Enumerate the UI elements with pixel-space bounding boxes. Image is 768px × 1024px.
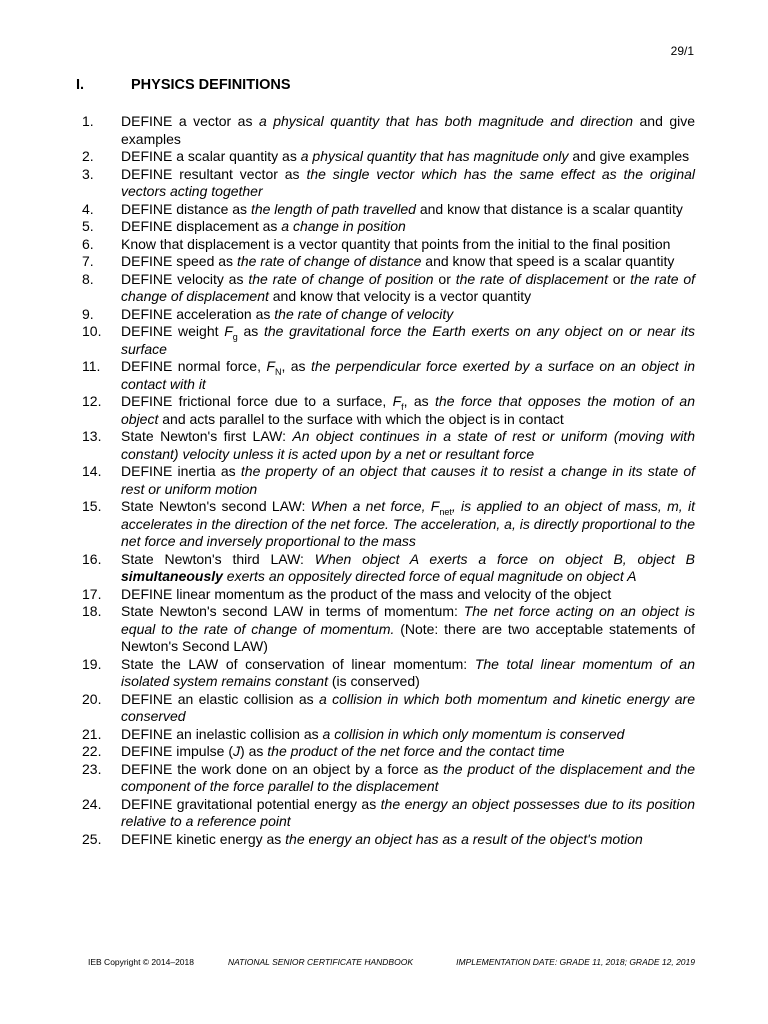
definition-number: 16. — [82, 550, 102, 567]
definition-text-segment: the energy an object possesses due to its position relative to a reference point — [121, 795, 695, 829]
definition-number: 25. — [82, 830, 102, 847]
definition-text — [121, 428, 695, 463]
definition-text — [121, 166, 695, 201]
definition-text — [121, 218, 695, 236]
definition-item — [82, 253, 695, 271]
definition-item — [82, 166, 695, 201]
definition-text-segment: the product of the net force and the contact time — [267, 743, 565, 759]
definition-number: 22. — [82, 743, 102, 759]
definition-text-segment: the product of the displacement and the component of the force parallel to the displacement — [121, 760, 695, 794]
definition-text-segment: State Newton's second LAW: — [121, 498, 311, 514]
definition-text — [121, 393, 695, 428]
definition-text — [121, 603, 695, 656]
definition-item — [82, 236, 695, 254]
footer-implementation-date: IMPLEMENTATION DATE: GRADE 11, 2018; GRADE 12, 2019 — [456, 957, 695, 967]
definition-text-segment: N — [274, 366, 282, 377]
definition-text-segment: ) as — [240, 743, 268, 759]
definition-text-segment: the rate of displacement — [455, 270, 608, 287]
definition-text-segment: DEFINE a vector as — [121, 113, 259, 129]
definition-number: 12. — [82, 393, 102, 409]
footer-copyright: IEB Copyright © 2014–2018 — [88, 957, 194, 967]
definition-text — [121, 796, 695, 831]
definition-text-segment: the property of an object that causes it to resist a change in its state of rest or uniform motion — [121, 463, 695, 497]
definition-text-segment: F — [224, 323, 233, 339]
definition-text-segment: and give examples — [568, 148, 690, 164]
definition-text-segment: DEFINE an inelastic collision as — [121, 725, 323, 742]
definition-text-segment: the length of path travelled — [250, 200, 416, 217]
definition-text — [121, 113, 695, 148]
definition-text — [121, 691, 695, 726]
definition-item — [82, 113, 695, 148]
definition-text-segment: When object A exerts a force on object B, object B — [314, 550, 695, 567]
definition-text-segment: and know that distance is a scalar quantity — [415, 200, 683, 217]
definition-text — [121, 498, 695, 551]
definition-item — [82, 271, 695, 306]
definition-text-segment: simultaneously — [121, 568, 223, 584]
definition-number: 6. — [82, 235, 94, 252]
definition-text-segment: When a net force, F — [310, 498, 440, 514]
definition-number: 17. — [82, 585, 102, 602]
definition-text-segment: , as — [403, 393, 436, 409]
definition-text-segment: the gravitational force the Earth exerts on any object on or near its surface — [121, 323, 695, 357]
definition-text-segment: DEFINE impulse ( — [121, 743, 234, 759]
definition-text — [121, 201, 695, 219]
definition-text — [121, 358, 695, 393]
definition-text-segment: DEFINE normal force, — [121, 358, 267, 374]
page-number: 29/1 — [670, 44, 694, 58]
definition-number: 3. — [82, 165, 94, 182]
definition-text-segment: as — [237, 323, 264, 339]
section-title: PHYSICS DEFINITIONS — [131, 77, 291, 93]
definition-text-segment: the rate of change of position — [248, 270, 434, 287]
definition-text-segment: An object continues in a state of rest or uniform (moving with constant) velocity unless it is acted upon by a net or resultant force — [121, 428, 695, 462]
definition-text-segment: DEFINE gravitational potential energy as — [121, 795, 381, 812]
definition-text — [121, 253, 695, 271]
definition-text-segment: DEFINE inertia as — [121, 463, 241, 479]
definition-text-segment: g — [232, 331, 238, 342]
definition-text-segment: DEFINE acceleration as — [121, 305, 275, 322]
definition-text-segment: J — [233, 743, 241, 759]
definitions-list — [82, 113, 695, 848]
definition-text-segment: DEFINE a scalar quantity as — [121, 148, 301, 164]
definition-item — [82, 498, 695, 551]
definition-item — [82, 463, 695, 498]
definition-number: 10. — [82, 323, 102, 339]
definition-number: 19. — [82, 655, 102, 672]
definition-item — [82, 428, 695, 463]
definition-text-segment: the energy an object has as a result of the object's motion — [285, 830, 643, 847]
definition-text — [121, 743, 695, 761]
definition-text-segment: DEFINE speed as — [121, 253, 237, 269]
definition-text — [121, 831, 695, 849]
definition-item — [82, 306, 695, 324]
definition-number: 5. — [82, 218, 94, 234]
definition-number: 2. — [82, 148, 94, 164]
definition-text-segment: the force that opposes the motion of an object — [121, 393, 695, 427]
definition-item — [82, 358, 695, 393]
definition-text-segment: DEFINE distance as — [121, 200, 251, 217]
definition-text-segment: DEFINE the work done on an object by a force as — [121, 760, 444, 777]
definition-text-segment: The net force acting on an object is equal to the rate of change of momentum. — [121, 603, 695, 637]
definition-item — [82, 323, 695, 358]
definition-number: 20. — [82, 690, 102, 707]
definition-text-segment: exerts an oppositely directed force of equal magnitude on object A — [222, 568, 637, 584]
definition-text-segment: State Newton's first LAW: — [121, 428, 293, 444]
definition-text-segment: and know that speed is a scalar quantity — [421, 253, 675, 269]
definition-number: 14. — [82, 463, 102, 479]
definition-text — [121, 726, 695, 744]
definition-text-segment: the rate of change of velocity — [274, 305, 454, 322]
definition-text-segment: DEFINE frictional force due to a surface, — [121, 393, 393, 409]
definition-text — [121, 271, 695, 306]
definition-text-segment: net — [439, 506, 452, 517]
definition-text — [121, 306, 695, 324]
definition-item — [82, 551, 695, 586]
definition-number: 18. — [82, 603, 102, 619]
definition-text — [121, 586, 695, 604]
definition-text-segment: DEFINE resultant vector as — [121, 165, 307, 182]
definition-item — [82, 201, 695, 219]
definition-text — [121, 236, 695, 254]
definition-text-segment: , is applied to an object of mass, m, it accelerates in the direction of the net force. The acceleration, a, is directly proportional to the net force and inversely proportional to the mass — [121, 498, 695, 549]
definition-text-segment: DEFINE linear momentum as the product of the mass and velocity of the object — [121, 585, 612, 602]
definition-item — [82, 393, 695, 428]
definition-text-segment: and give examples — [121, 113, 696, 147]
definition-text-segment: the single vector which has the same effect as the original vectors acting together — [121, 165, 695, 199]
definition-item — [82, 743, 695, 761]
definition-number: 9. — [82, 305, 94, 322]
definition-text-segment: (Note: there are two acceptable statements of Newton's Second LAW) — [121, 620, 695, 654]
definition-text-segment: f — [401, 401, 404, 412]
definition-text-segment: and acts parallel to the surface with which the object is in contact — [158, 410, 564, 427]
definition-number: 8. — [82, 270, 94, 287]
definition-number: 7. — [82, 253, 94, 269]
definition-text — [121, 323, 695, 358]
definition-item — [82, 603, 695, 656]
definition-item — [82, 656, 695, 691]
definition-text-segment: the rate of change of displacement — [121, 270, 696, 304]
definition-text-segment: or — [607, 270, 631, 287]
definition-text-segment: State Newton's third LAW: — [121, 550, 315, 567]
definition-text-segment: and know that velocity is a vector quantity — [268, 288, 532, 304]
definition-text-segment: Know that displacement is a vector quantity that points from the initial to the final position — [121, 235, 671, 252]
definition-number: 23. — [82, 760, 102, 777]
definition-text — [121, 761, 695, 796]
definition-text-segment: The total linear momentum of an isolated system remains constant — [121, 655, 696, 689]
definition-item — [82, 148, 695, 166]
definition-text-segment: DEFINE velocity as — [121, 270, 249, 287]
definition-text-segment: F — [392, 393, 402, 409]
definition-item — [82, 586, 695, 604]
definition-item — [82, 691, 695, 726]
section-heading — [76, 77, 291, 93]
definition-text-segment: a change in position — [281, 218, 406, 234]
definition-text — [121, 656, 695, 691]
definition-text-segment: State Newton's second LAW in terms of momentum: — [121, 603, 464, 619]
definition-item — [82, 796, 695, 831]
definition-text-segment: or — [433, 270, 456, 287]
definition-text-segment: DEFINE displacement as — [121, 218, 282, 234]
definition-text-segment: DEFINE kinetic energy as — [121, 830, 286, 847]
definition-text-segment: , as — [281, 358, 311, 374]
definition-text-segment: F — [266, 358, 275, 374]
definition-item — [82, 831, 695, 849]
definition-text-segment: the perpendicular force exerted by a surface on an object in contact with it — [121, 358, 695, 392]
definition-number: 13. — [82, 428, 102, 444]
footer-handbook-title: NATIONAL SENIOR CERTIFICATE HANDBOOK — [228, 957, 413, 967]
definition-text-segment: the rate of change of distance — [236, 253, 422, 269]
definition-text-segment: State the LAW of conservation of linear momentum: — [121, 655, 475, 672]
definition-number: 1. — [82, 113, 94, 129]
definition-text-segment: DEFINE weight — [121, 323, 225, 339]
definition-number: 11. — [82, 358, 101, 374]
definition-text-segment: a collision in which both momentum and kinetic energy are conserved — [121, 690, 695, 724]
definition-text-segment: a physical quantity that has magnitude only — [300, 148, 569, 164]
definition-number: 24. — [82, 795, 102, 812]
definition-item — [82, 218, 695, 236]
definition-text-segment: (is conserved) — [327, 673, 420, 689]
definition-item — [82, 761, 695, 796]
definition-number: 4. — [82, 200, 94, 217]
definition-text — [121, 148, 695, 166]
section-numeral: I. — [76, 77, 85, 93]
definition-number: 21. — [82, 725, 102, 742]
definition-text — [121, 551, 695, 586]
definition-number: 15. — [82, 498, 102, 514]
definition-text-segment: a collision in which only momentum is conserved — [322, 725, 625, 742]
definition-text — [121, 463, 695, 498]
definition-item — [82, 726, 695, 744]
definition-text-segment: DEFINE an elastic collision as — [121, 690, 320, 707]
definition-text-segment: a physical quantity that has both magnitude and direction — [258, 113, 634, 129]
